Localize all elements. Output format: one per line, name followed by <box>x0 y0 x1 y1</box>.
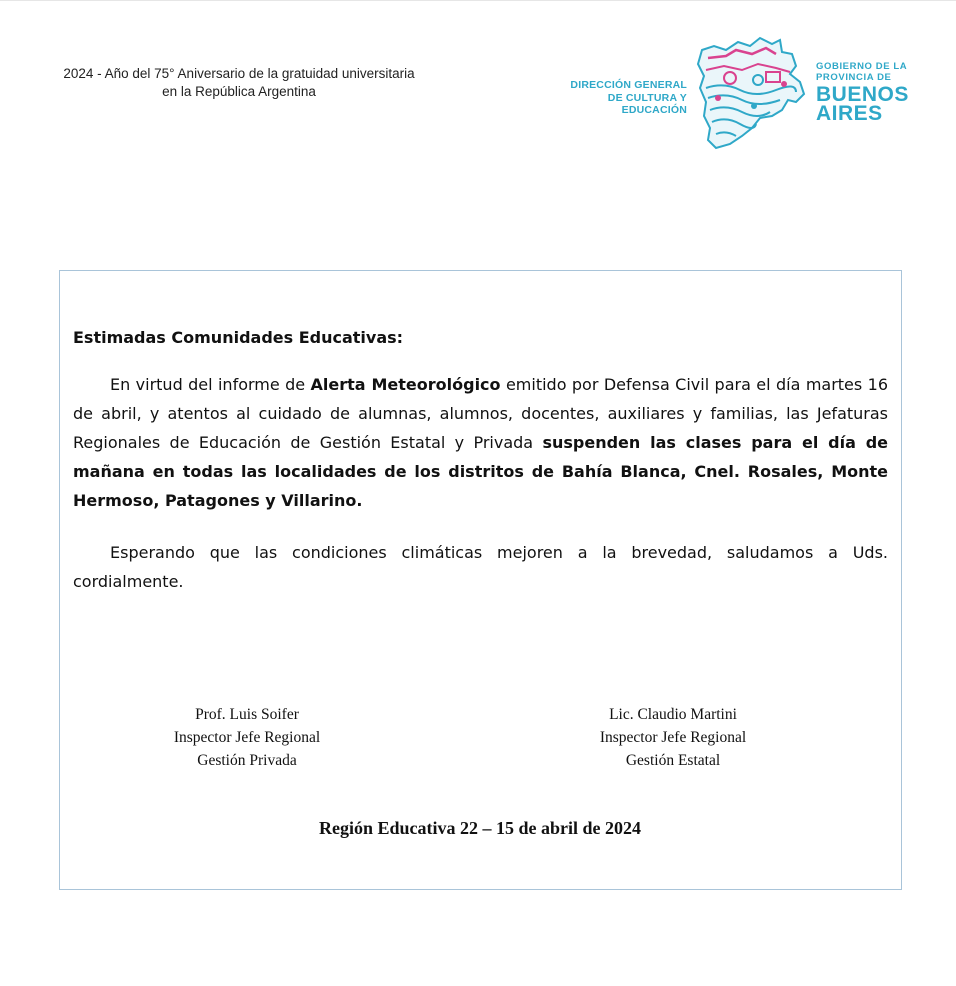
signature-right-area: Gestión Estatal <box>625 752 721 769</box>
dgce-line-1: DIRECCIÓN GENERAL <box>570 79 687 91</box>
gba-line-2: PROVINCIA DE <box>816 71 892 83</box>
letter-paragraph-2: Esperando que las condiciones climáticas mejoren a la brevedad, saludamos a Uds. cordialmente. <box>73 543 888 591</box>
gba-line-4: AIRES <box>816 102 883 125</box>
letter-paragraph-1 <box>73 370 888 515</box>
dgce-line-3: EDUCACIÓN <box>621 104 687 116</box>
p1-text-a: En virtud del informe de <box>110 375 311 394</box>
top-rule <box>0 0 956 1</box>
signature-right <box>543 703 803 772</box>
gba-logo-text <box>816 62 936 123</box>
p1-text-c: emitido por Defensa Civil para el día martes 16 de abril, y atentos al cuidado de alumnas, alumnos, docentes, auxiliares y familias, las Jefaturas Regionales de Educación de Gestión Estatal y Privada <box>73 375 889 452</box>
anniversary-line-2: en la República Argentina <box>162 84 316 99</box>
signature-left-name: Prof. Luis Soifer <box>195 706 299 723</box>
signature-left-area: Gestión Privada <box>197 752 297 769</box>
signature-left-role: Inspector Jefe Regional <box>173 729 321 746</box>
letter-salutation: Estimadas Comunidades Educativas: <box>73 328 404 347</box>
signature-right-role: Inspector Jefe Regional <box>599 729 747 746</box>
anniversary-header <box>14 65 464 101</box>
dgce-line-2: DE CULTURA Y <box>607 91 687 104</box>
gba-line-3: BUENOS <box>816 83 909 106</box>
signature-left <box>117 703 377 772</box>
signature-right-name: Lic. Claudio Martini <box>609 706 737 723</box>
dgce-logo-text <box>520 79 687 117</box>
footer-region-date: Región Educativa 22 – 15 de abril de 2024 <box>318 818 641 838</box>
anniversary-line-1: 2024 - Año del 75° Aniversario de la gratuidad universitaria <box>63 66 415 81</box>
province-map-logo-icon <box>696 36 808 150</box>
p1-suspension-bold: suspenden las clases para el día de mañana en todas las localidades de los distritos de Bahía Blanca, Cnel. Rosales, Monte Hermoso, Patagones y Villarino. <box>73 433 889 510</box>
gba-line-1: GOBIERNO DE LA <box>816 61 908 72</box>
p1-alert-bold: Alerta Meteorológico <box>310 375 501 394</box>
